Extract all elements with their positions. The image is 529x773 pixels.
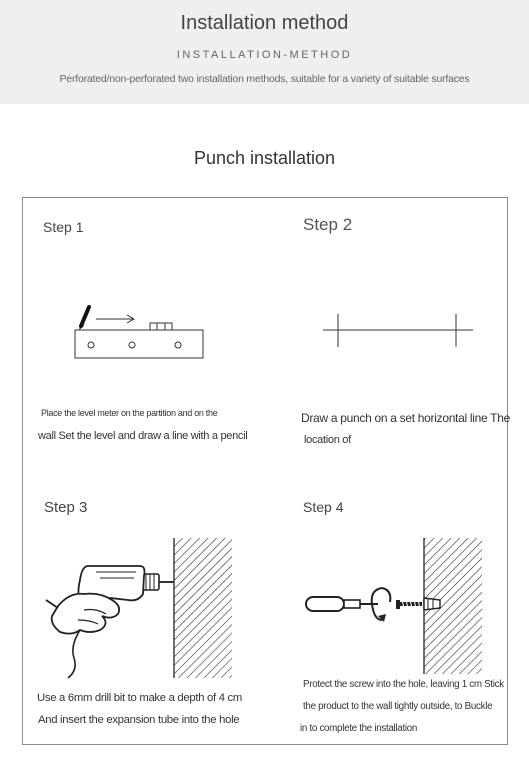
step-2-text-line1: Draw a punch on a set horizontal line The xyxy=(301,411,510,425)
hatched-wall-icon xyxy=(174,538,232,678)
step-4-text-line2: the product to the wall tightly outside, to Buckle xyxy=(303,701,493,712)
step-3-label: Step 3 xyxy=(44,499,88,516)
page-description: Perforated/non-perforated two installation methods, suitable for a variety of suitable surfaces xyxy=(59,73,470,85)
pencil-icon xyxy=(79,307,89,330)
screw-icon xyxy=(396,600,422,609)
page-subtitle: INSTALLATION-METHOD xyxy=(176,49,353,61)
page-title: Installation method xyxy=(180,12,349,34)
arrow-right-icon xyxy=(96,315,134,323)
level-meter-icon xyxy=(70,302,210,362)
step-2-label: Step 2 xyxy=(303,215,353,234)
punch-line-icon xyxy=(320,312,480,352)
step-1-text-line1: Place the level meter on the partition and on the xyxy=(41,408,218,418)
step-4-text-line1: Protect the screw into the hole, leaving 1 cm Stick xyxy=(303,679,504,690)
header-banner xyxy=(0,0,529,104)
step-4-label: Step 4 xyxy=(303,499,344,515)
step-3-text-line2: And insert the expansion tube into the hole xyxy=(38,714,240,726)
step-1-label: Step 1 xyxy=(43,219,84,235)
section-title: Punch installation xyxy=(193,148,336,168)
screwdriver-icon xyxy=(300,536,490,676)
step-4-text-line3: in to complete the installation xyxy=(300,723,418,734)
step-1-text-line2: wall Set the level and draw a line with a pencil xyxy=(38,430,248,442)
step-2-text-line2: location of xyxy=(304,434,351,446)
expansion-tube-icon xyxy=(424,598,440,610)
drill-icon xyxy=(40,536,240,686)
step-3-text-line1: Use a 6mm drill bit to make a depth of 4 cm xyxy=(37,692,242,704)
